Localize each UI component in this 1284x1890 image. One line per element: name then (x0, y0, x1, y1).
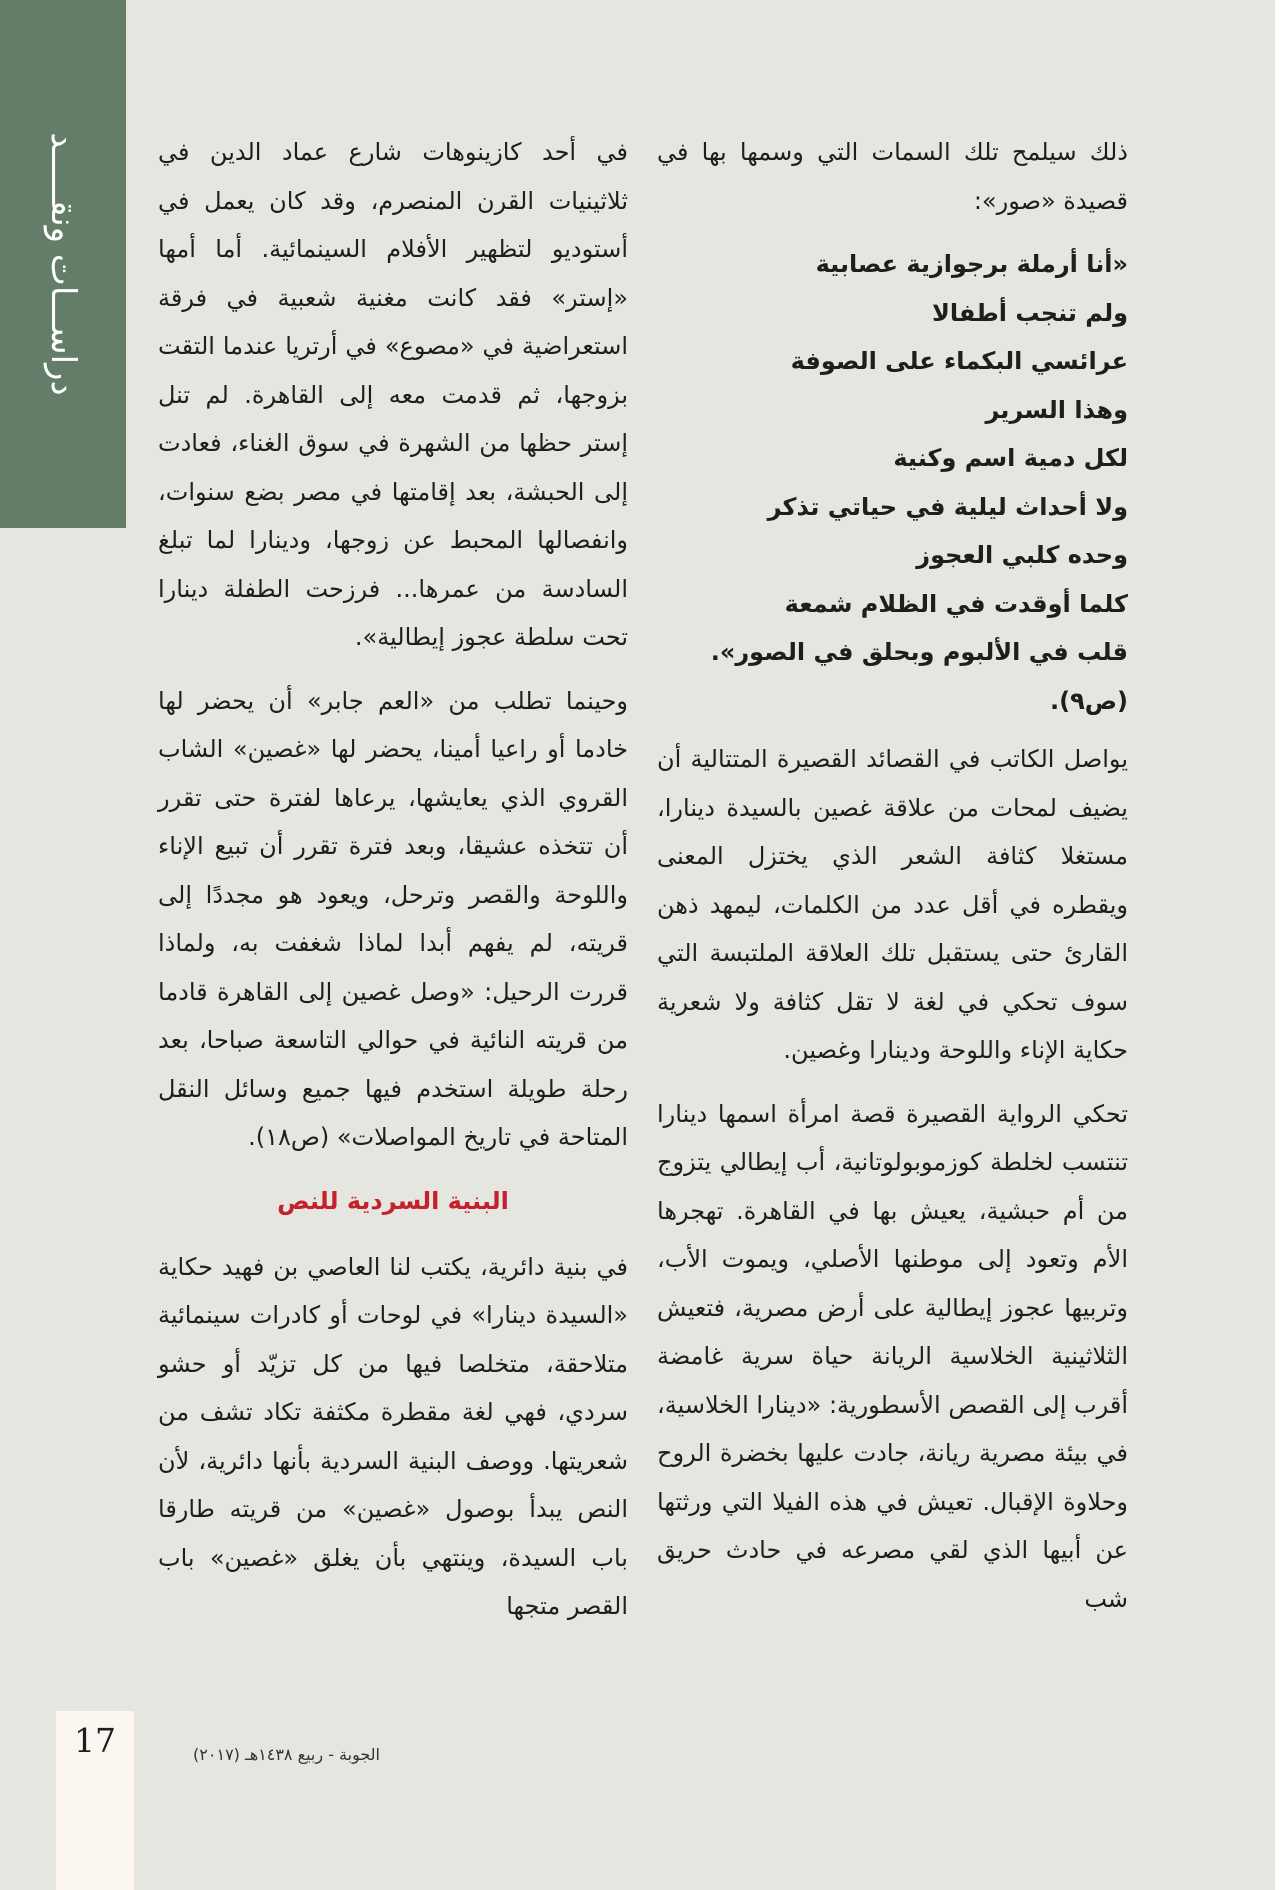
right-text-column (657, 128, 1128, 1638)
page-number: 17 (74, 1721, 116, 1760)
poem-line: قلب في الألبوم وبحلق في الصور». (710, 638, 1128, 666)
poem-line: «أنا أرملة برجوازية عصابية (815, 250, 1128, 278)
poem-line: لكل دمية اسم وكنية (893, 444, 1128, 472)
issue-footer: الجوبة - ربيع ١٤٣٨هـ (٢٠١٧) (193, 1745, 380, 1764)
poem-line: ولا أحداث ليلية في حياتي تذكر (767, 492, 1128, 521)
section-heading: البنية السردية للنص (277, 1186, 509, 1215)
body-paragraph: وحينما تطلب من «العم جابر» أن يحضر لها خادما أو راعيا أمينا، يحضر لها «غصين» الشاب القروي الذي يعايشها، يرعاها لفترة حتى تقرر أن تتخذه عشيقا، وبعد فترة تقرر أن تبيع الإناء واللوحة والقصر وترحل، ويعود هو مجددًا إلى قريته، لم يفهم أبدا لماذا شغفت به، ولماذا قررت الرحيل: «وصل غصين إلى القاهرة قادما من قريته النائية في حوالي التاسعة صباحا، بعد رحلة طويلة استخدم فيها جميع وسائل النقل المتاحة في تاريخ المواصلات» (ص١٨). (158, 686, 628, 1151)
poem-line: عرائسي البكماء على الصوفة (790, 347, 1128, 375)
body-paragraph: تحكي الرواية القصيرة قصة امرأة اسمها دينارا تنتسب لخلطة كوزموبولوتانية، أب إيطالي يتزوج من أم حبشية، يعيش بها في القاهرة. تهجرها الأم وتعود إلى موطنها الأصلي، ويموت الأب، وتربيها عجوز إيطالية على أرض مصرية، فتعيش الثلاثينية الخلاسية الريانة حياة سرية غامضة أقرب إلى القصص الأسطورية: «دينارا الخلاسية، في بيئة مصرية ريانة، جادت عليها بخضرة الروح وحلاوة الإقبال. تعيش في هذه الفيلا التي ورثتها عن أبيها الذي لقي مصرعه في حادث حريق شب (657, 1099, 1128, 1613)
poem-line: وحده كلبي العجوز (916, 541, 1128, 569)
body-paragraph: في أحد كازينوهات شارع عماد الدين في ثلاثينيات القرن المنصرم، وقد كان يعمل في أستوديو لتظهير الأفلام السينمائية. أما أمها «إستر» فقد كانت مغنية شعبية في فرقة استعراضية في «مصوع» في أرتريا عندما التقت بزوجها، ثم قدمت معه إلى القاهرة. لم تنل إستر حظها من الشهرة في سوق الغناء، فعادت إلى الحبشة، بعد إقامتها في مصر بضع سنوات، وانفصالها المحبط عن زوجها، ودينارا لما تبلغ السادسة من عمرها... فرزحت الطفلة دينارا تحت سلطة عجوز إيطالية». (158, 138, 628, 651)
poem-line: وهذا السرير (985, 395, 1128, 424)
poem-citation: (ص٩). (1049, 686, 1128, 715)
body-paragraph: في بنية دائرية، يكتب لنا العاصي بن فهيد حكاية «السيدة دينارا» في لوحات أو كادرات سينمائية متلاحقة، متخلصا فيها من كل تزيّد أو حشو سردي، فهي لغة مقطرة مكثفة تكاد تشف من شعريتها. ووصف البنية السردية بأنها دائرية، لأن النص يبدأ بوصول «غصين» من قريته طارقا باب السيدة، وينتهي بأن يغلق «غصين» باب القصر متجها (158, 1252, 628, 1620)
body-paragraph: يواصل الكاتب في القصائد القصيرة المتتالية أن يضيف لمحات من علاقة غصين بالسيدة دينارا، مستغلا كثافة الشعر الذي يختزل المعنى ويقطره في أقل عدد من الكلمات، ليمهد ذهن القارئ حتى يستقبل تلك العلاقة الملتبسة التي سوف تحكي في لغة لا تقل كثافة ولا شعرية حكاية الإناء واللوحة ودينارا وغصين. (657, 745, 1128, 1064)
section-side-tab (0, 0, 126, 528)
intro-paragraph: ذلك سيلمح تلك السمات التي وسمها بها في قصيدة «صور»: (657, 138, 1128, 215)
section-label: دراســـات ونقـــــد (43, 132, 83, 396)
page-number-box (56, 1711, 134, 1890)
poem-block (657, 240, 1128, 725)
poem-line: ولم تنجب أطفالا (932, 298, 1128, 327)
left-text-column (158, 128, 628, 1646)
poem-line: كلما أوقدت في الظلام شمعة (784, 589, 1128, 618)
